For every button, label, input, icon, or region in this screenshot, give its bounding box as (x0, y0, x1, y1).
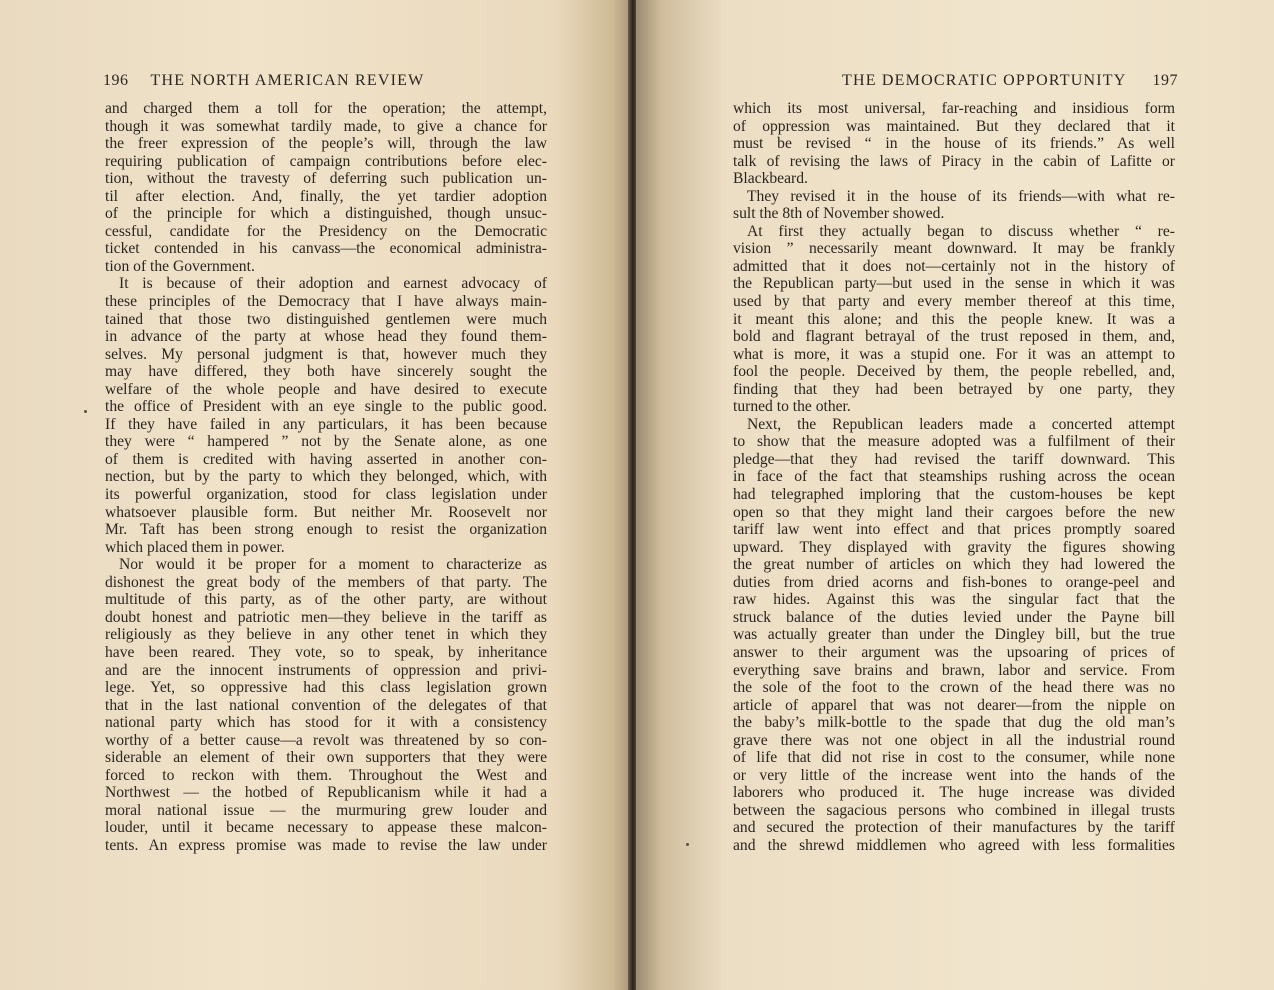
text-line: welfare of the whole people and have desired to execute (105, 380, 547, 398)
text-line: doubt honest and patriotic men—they believe in the tariff as (105, 608, 547, 626)
text-line: tariff law went into effect and that prices promptly soared (733, 521, 1175, 539)
right-page-number: 197 (1152, 72, 1178, 89)
text-line: and are the innocent instruments of oppression and privi- (105, 661, 547, 679)
text-line: they were “ hampered ” not by the Senate alone, as one (105, 433, 547, 451)
text-line: dishonest the great body of the members of that party. The (105, 573, 547, 591)
text-line: Next, the Republican leaders made a concerted attempt (747, 415, 1175, 433)
text-line: admitted that it does not—certainly not in the history of (733, 257, 1175, 275)
text-line: have been reared. They vote, so to speak, by inheritance (105, 643, 547, 661)
text-line: though it was somewhat tardily made, to give a chance for (105, 117, 547, 135)
text-line: tained that those two distinguished gentlemen were much (105, 310, 547, 328)
text-line: finding that they had been betrayed by one party, they (733, 380, 1175, 398)
text-line: louder, until it became necessary to appease these malcon- (105, 819, 547, 837)
text-line: to show that the measure adopted was a fulfilment of their (733, 433, 1175, 451)
text-line: everything save brains and brawn, labor and service. From (733, 661, 1175, 679)
text-line: what is more, it was a stupid one. For it was an attempt to (733, 345, 1175, 363)
text-line: the freer expression of the people’s will, through the law (105, 135, 547, 153)
text-line: in advance of the party at whose head they found them- (105, 328, 547, 346)
text-line: was actually greater than under the Dingley bill, but the true (733, 626, 1175, 644)
text-line: tion, without the travesty of deferring such publication un- (105, 170, 547, 188)
text-line: and secured the protection of their manufactures by the tariff (733, 819, 1175, 837)
text-line: pledge—that they had revised the tariff downward. This (733, 450, 1175, 468)
text-line: which its most universal, far-reaching and insidious form (733, 100, 1175, 117)
text-line: requiring publication of campaign contributions before elec- (105, 152, 547, 170)
text-line: and the shrewd middlemen who agreed with less formalities (733, 836, 1175, 854)
text-line: upward. They displayed with gravity the figures showing (733, 538, 1175, 556)
text-line: the Republican party—but used in the sense in which it was (733, 275, 1175, 293)
left-running-head (103, 72, 549, 90)
text-line: and charged them a toll for the operation; the attempt, (105, 100, 547, 117)
text-line: of oppression was maintained. But they declared that it (733, 117, 1175, 135)
text-line: that in the last national convention of the delegates of that (105, 696, 547, 714)
text-line: its powerful organization, stood for class legislation under (105, 486, 547, 504)
text-line: national party which has stood for it with a consistency (105, 714, 547, 732)
text-line: had telegraphed imploring that the custom-houses be kept (733, 486, 1175, 504)
left-page-number: 196 (103, 72, 129, 89)
text-line: these principles of the Democracy that I have always main- (105, 293, 547, 311)
text-line: religiously as they believe in any other tenet in which they (105, 626, 547, 644)
text-line: If they have failed in any particulars, it has been because (105, 415, 547, 433)
text-line: til after election. And, finally, the yet tardier adoption (105, 187, 547, 205)
text-line: bold and flagrant betrayal of the trust reposed in them, and, (733, 328, 1175, 346)
text-line: nection, but by the party to which they belonged, which, with (105, 468, 547, 486)
text-line: it meant this alone; and this the people knew. It was a (733, 310, 1175, 328)
text-line: turned to the other. (733, 398, 851, 416)
text-line: Mr. Taft has been strong enough to resist the organization (105, 521, 547, 539)
text-line: lege. Yet, so oppressive had this class legislation grown (105, 679, 547, 697)
text-line: ticket contended in his canvass—the economical administra- (105, 240, 547, 258)
text-line: raw hides. Against this was the singular fact that the (733, 591, 1175, 609)
text-line: the great number of articles on which they had lowered the (733, 556, 1175, 574)
text-line: moral national issue — the murmuring grew louder and (105, 801, 547, 819)
text-line: They revised it in the house of its friends—with what re- (747, 187, 1175, 205)
text-line: talk of revising the laws of Piracy in the cabin of Lafitte or (733, 152, 1175, 170)
text-line: sult the 8th of November showed. (733, 205, 945, 223)
text-line: the office of President with an eye single to the public good. (105, 398, 547, 416)
text-line: vision ” necessarily meant downward. It may be frankly (733, 240, 1175, 258)
text-line: must be revised “ in the house of its friends.” As well (733, 135, 1175, 153)
text-line: the baby’s milk-bottle to the spade that dug the old man’s (733, 714, 1175, 732)
text-line: siderable an element of their own supporters that they were (105, 749, 547, 767)
text-line: grave there was not one object in all the industrial round (733, 731, 1175, 749)
text-line: tion of the Government. (105, 257, 255, 275)
text-line: struck balance of the duties levied under the Payne bill (733, 608, 1175, 626)
text-line: article of apparel that was not dearer—from the nipple on (733, 696, 1175, 714)
text-line: It is because of their adoption and earnest advocacy of (119, 275, 547, 293)
text-line: open so that they might land their cargoes before the new (733, 503, 1175, 521)
text-line: whatsoever plausible form. But neither Mr. Roosevelt nor (105, 503, 547, 521)
text-line: the sole of the foot to the crown of the head there was no (733, 679, 1175, 697)
right-body-text (733, 100, 1175, 855)
text-line: multitude of this party, as of the other party, are without (105, 591, 547, 609)
text-line: laborers who produced it. The huge increase was divided (733, 784, 1175, 802)
margin-speck (84, 410, 87, 413)
margin-speck (686, 843, 689, 846)
text-line: in face of the fact that steamships rushing across the ocean (733, 468, 1175, 486)
text-line: selves. My personal judgment is that, however much they (105, 345, 547, 363)
text-line: At first they actually began to discuss whether “ re- (747, 222, 1175, 240)
text-line: duties from dried acorns and fish-bones to orange-peel and (733, 573, 1175, 591)
right-running-head (800, 72, 1178, 90)
text-line: tents. An express promise was made to revise the law under (105, 836, 547, 854)
text-line: which placed them in power. (105, 538, 285, 556)
text-line: Nor would it be proper for a moment to characterize as (119, 556, 547, 574)
text-line: fool the people. Deceived by them, the people rebelled, and, (733, 363, 1175, 381)
text-line: or very little of the increase went into the hands of the (733, 766, 1175, 784)
text-line: forced to reckon with them. Throughout the West and (105, 766, 547, 784)
text-line: between the sagacious persons who combined in illegal trusts (733, 801, 1175, 819)
text-line: worthy of a better cause—a revolt was threatened by so con- (105, 731, 547, 749)
text-line: Northwest — the hotbed of Republicanism while it had a (105, 784, 547, 802)
text-line: answer to their argument was the upsoaring of prices of (733, 643, 1175, 661)
right-running-title: THE DEMOCRATIC OPPORTUNITY (842, 72, 1127, 89)
text-line: Blackbeard. (733, 170, 808, 188)
left-body-text (105, 100, 547, 855)
text-line: used by that party and every member thereof at this time, (733, 293, 1175, 311)
text-line: of the principle for which a distinguished, though unsuc- (105, 205, 547, 223)
text-line: may have differed, they both have sincerely sought the (105, 363, 547, 381)
text-line: of them is credited with having asserted in another con- (105, 450, 547, 468)
text-line: of life that did not rise in cost to the consumer, while none (733, 749, 1175, 767)
text-line: cessful, candidate for the Presidency on the Democratic (105, 222, 547, 240)
left-running-title: THE NORTH AMERICAN REVIEW (150, 72, 425, 89)
